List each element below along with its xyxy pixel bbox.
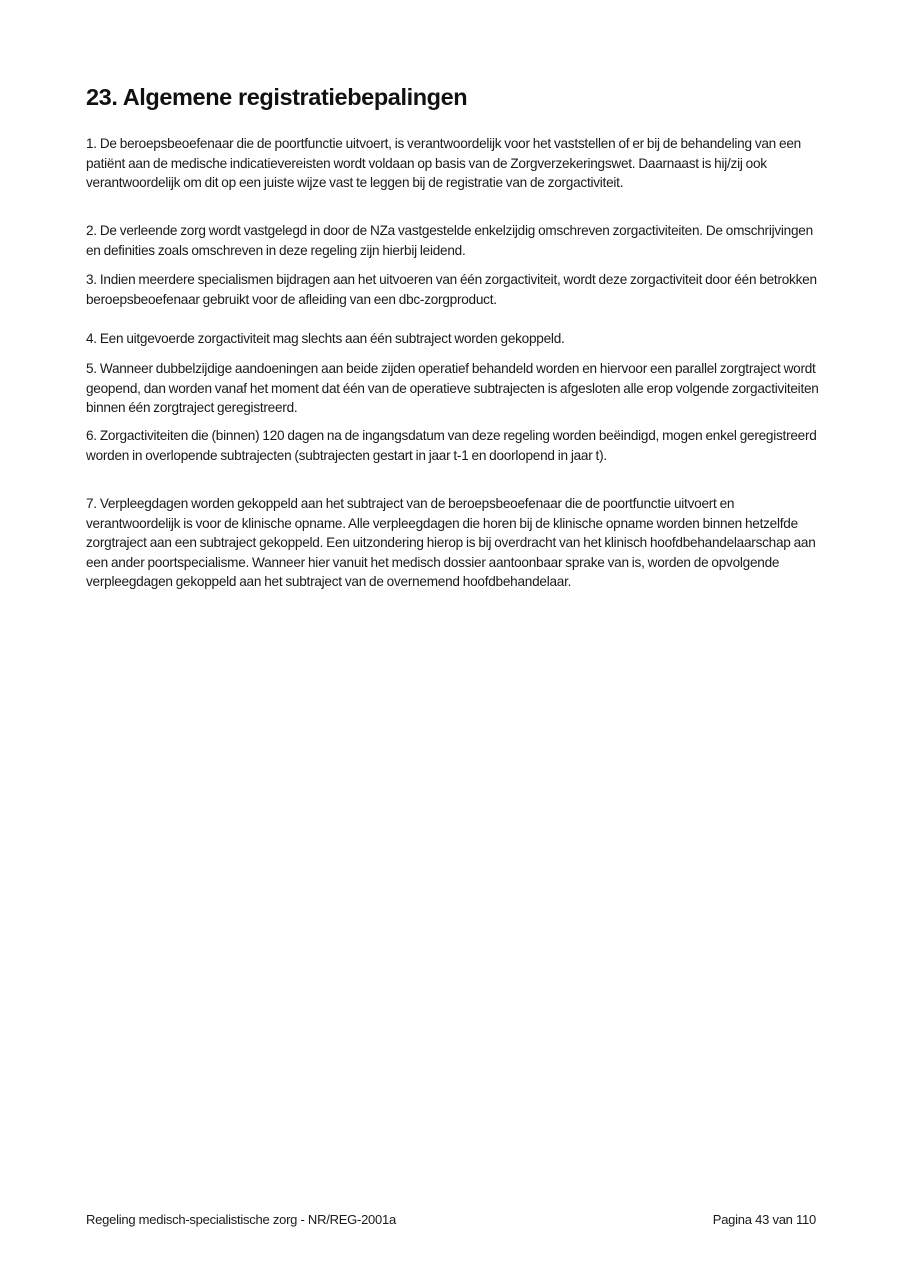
- page-title: 23. Algemene registratiebepalingen: [86, 84, 468, 110]
- footer-page-number: Pagina 43 van 110: [712, 1212, 816, 1227]
- paragraph-5: 5. Wanneer dubbelzijdige aandoeningen aan beide zijden operatief behandeld worden en hiervoor een parallel zorgtraject wordt geopend, dan worden vanaf het moment dat één van de operatieve subtrajecten is afgesloten alle erop volgende zorgactiviteiten binnen één zorgtraject geregistreerd.: [86, 361, 819, 416]
- paragraph-3: 3. Indien meerdere specialismen bijdragen aan het uitvoeren van één zorgactiviteit, wordt deze zorgactiviteit door één betrokken beroepsbeoefenaar gebruikt voor de afleiding van een dbc-zorgproduct.: [86, 272, 817, 307]
- paragraph-4: 4. Een uitgevoerde zorgactiviteit mag slechts aan één subtraject worden gekoppeld.: [86, 331, 565, 346]
- paragraph-2: 2. De verleende zorg wordt vastgelegd in door de NZa vastgestelde enkelzijdig omschreven zorgactiviteiten. De omschrijvingen en definities zoals omschreven in deze regeling zijn hierbij leidend.: [86, 223, 813, 258]
- paragraph-7: 7. Verpleegdagen worden gekoppeld aan het subtraject van de beroepsbeoefenaar die de poortfunctie uitvoert en verantwoordelijk is voor de klinische opname. Alle verpleegdagen die horen bij de klinische opname worden binnen hetzelfde zorgtraject aan een subtraject gekoppeld. Een uitzondering hierop is bij overdracht van het klinisch hoofdbehandelaarschap aan een ander poortspecialisme. Wanneer hier vanuit het medisch dossier aantoonbaar sprake van is, worden de opvolgende verpleegdagen gekoppeld aan het subtraject van de overnemend hoofdbehandelaar.: [86, 496, 816, 590]
- footer-document-name: Regeling medisch-specialistische zorg - NR/REG-2001a: [86, 1212, 396, 1227]
- paragraph-6: 6. Zorgactiviteiten die (binnen) 120 dagen na de ingangsdatum van deze regeling worden beëindigd, mogen enkel geregistreerd worden in overlopende subtrajecten (subtrajecten gestart in jaar t-1 en doorlopend in jaar t).: [86, 428, 817, 463]
- page-footer: [86, 1212, 816, 1227]
- paragraph-1: 1. De beroepsbeoefenaar die de poortfunctie uitvoert, is verantwoordelijk voor het vaststellen of er bij de behandeling van een patiënt aan de medische indicatievereisten wordt voldaan op basis van de Zorgverzekeringswet. Daarnaast is hij/zij ook verantwoordelijk om dit op een juiste wijze vast te leggen bij de registratie van de zorgactiviteit.: [86, 136, 801, 191]
